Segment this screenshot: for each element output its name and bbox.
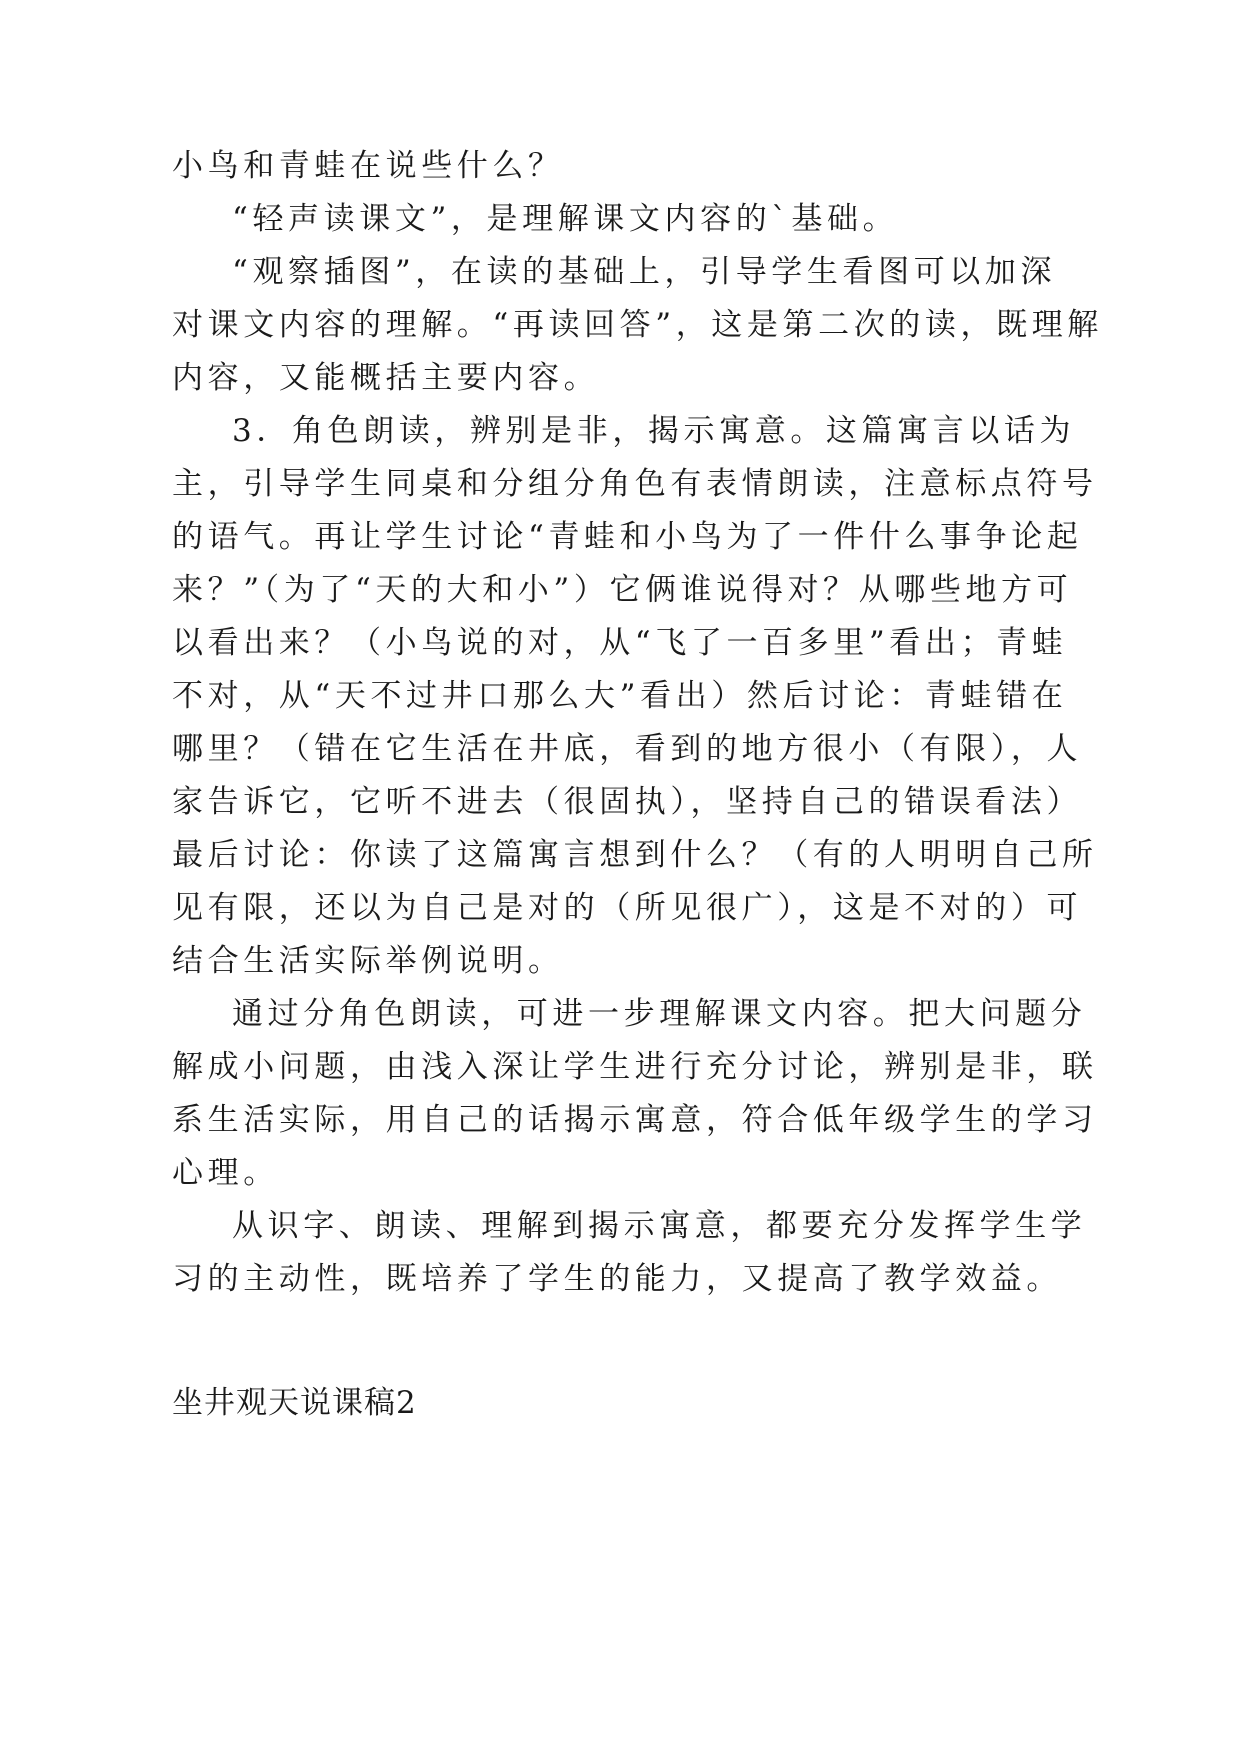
text-line: 通过分角色朗读，可进一步理解课文内容。把大问题分 xyxy=(232,996,1087,1032)
text-line: 从识字、朗读、理解到揭示寓意，都要充分发挥学生学 xyxy=(232,1208,1087,1244)
text-line: 的语气。再让学生讨论“青蛙和小鸟为了一件什么事争论起 xyxy=(172,519,1083,555)
text-line: 来？”（为了“天的大和小”）它俩谁说得对？从哪些地方可 xyxy=(172,572,1073,608)
text-line: 结合生活实际举例说明。 xyxy=(172,943,564,979)
text-line: “观察插图”，在读的基础上，引导学生看图可以加深 xyxy=(232,254,1057,290)
text-line: 主，引导学生同桌和分组分角色有表情朗读，注意标点符号 xyxy=(172,466,1098,502)
text-line: 最后讨论：你读了这篇寓言想到什么？（有的人明明自己所 xyxy=(172,837,1098,873)
text-line: 哪里？（错在它生活在井底，看到的地方很小（有限），人 xyxy=(172,731,1083,767)
text-line: 解成小问题，由浅入深让学生进行充分讨论，辨别是非，联 xyxy=(172,1049,1098,1085)
text-line: 系生活实际，用自己的话揭示寓意，符合低年级学生的学习 xyxy=(172,1102,1098,1138)
text-line: 见有限，还以为自己是对的（所见很广），这是不对的）可 xyxy=(172,890,1083,926)
section-title: 坐井观天说课稿2 xyxy=(172,1385,417,1421)
text-line: 家告诉它，它听不进去（很固执），坚持自己的错误看法） xyxy=(172,784,1083,820)
text-line: 习的主动性，既培养了学生的能力，又提高了教学效益。 xyxy=(172,1261,1062,1297)
text-line: 以看出来？（小鸟说的对，从“飞了一百多里”看出；青蛙 xyxy=(172,625,1068,661)
text-line: 3．角色朗读，辨别是非，揭示寓意。这篇寓言以话为 xyxy=(232,413,1076,449)
text-line: 内容，又能概括主要内容。 xyxy=(172,360,600,396)
text-line: 心理。 xyxy=(172,1155,279,1191)
text-line: 小鸟和青蛙在说些什么？ xyxy=(172,148,564,184)
text-line: 对课文内容的理解。“再读回答”，这是第二次的读，既理解 xyxy=(172,307,1103,343)
text-line: “轻声读课文”，是理解课文内容的`基础。 xyxy=(232,201,899,237)
text-line: 不对，从“天不过井口那么大”看出）然后讨论：青蛙错在 xyxy=(172,678,1068,714)
